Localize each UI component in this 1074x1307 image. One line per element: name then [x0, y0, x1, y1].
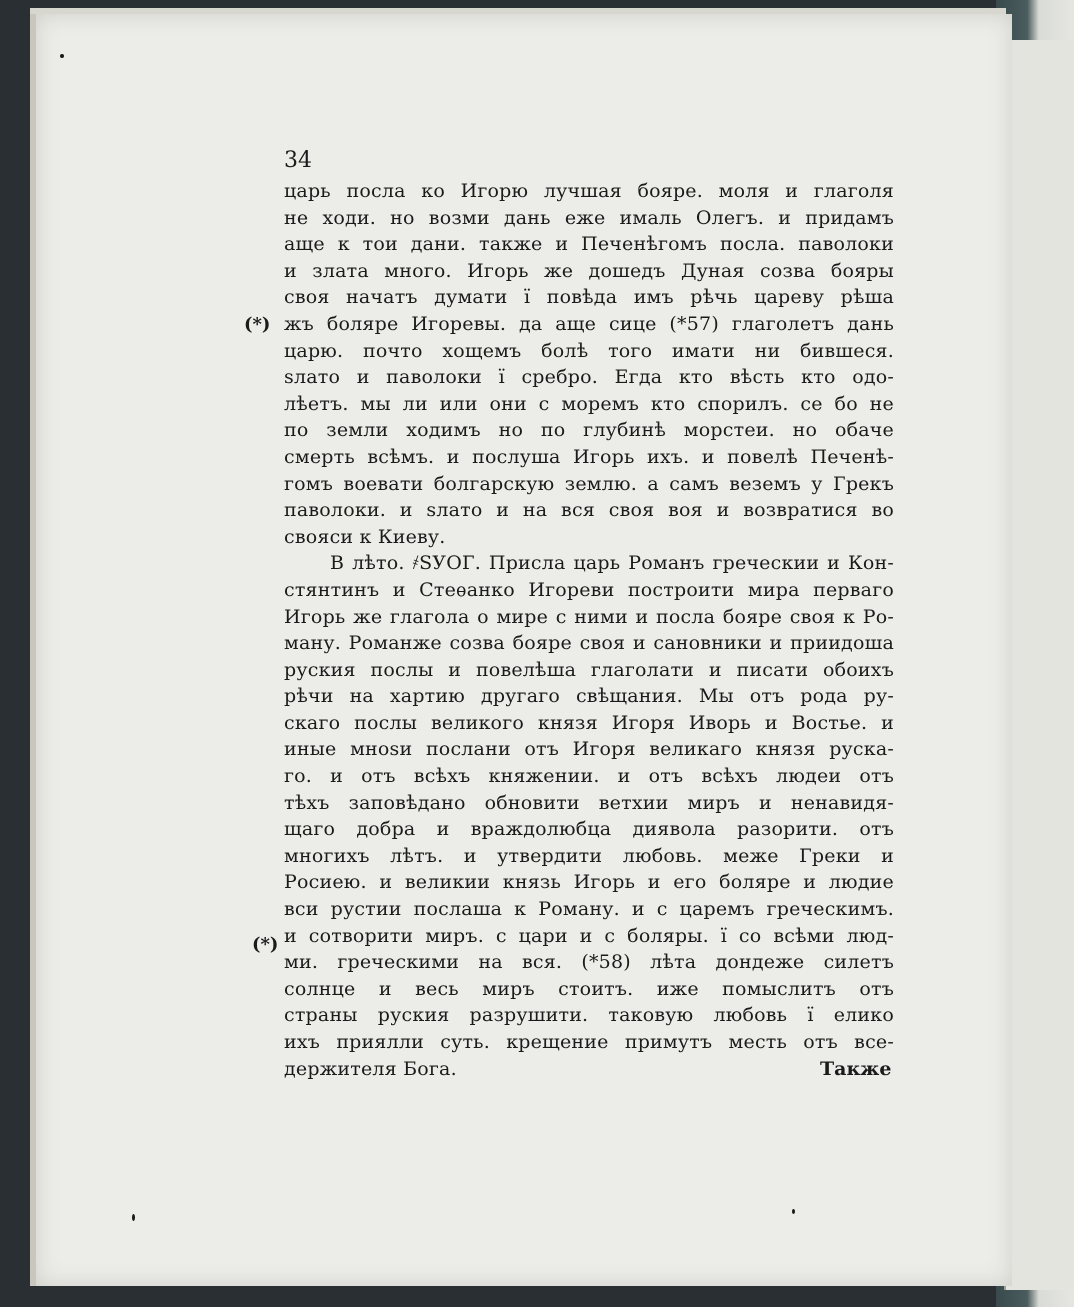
margin-note-mark: (*) — [252, 934, 279, 955]
facing-page-edge — [1004, 40, 1074, 1290]
page-number: 34 — [284, 148, 312, 173]
ink-speck — [60, 54, 64, 58]
text-line: руския послы и повелѣша глаголати и писати обоихъ — [284, 658, 894, 681]
text-line: лѣетъ. мы ли или они с моремъ кто спорилъ. се бо не — [284, 392, 894, 415]
text-line: жъ боляре Игоревы. да аще сице (*57) глаголетъ дань — [284, 312, 894, 335]
text-line: страны руския разрушити. таковую любовь ї елико — [284, 1004, 894, 1027]
text-line: и злата много. Игорь же дошедъ Дуная созва бояры — [284, 259, 894, 282]
text-line: аще к тои дани. также и Печенѣгомъ посла. паволоки — [284, 233, 894, 256]
catchword: Также — [820, 1058, 892, 1080]
text-line: В лѣто. ҂ЅУОГ. Присла царь Романъ греческии и Кон- — [330, 552, 894, 575]
text-line: ми. греческими на вся. (*58) лѣта дондеже силетъ — [284, 951, 894, 974]
text-line: по земли ходимъ но по глубинѣ морстеи. но обаче — [284, 419, 894, 442]
text-line: паволоки. и ѕлато и на вся своя воя и возвратися во — [284, 499, 894, 522]
text-line: многихъ лѣтъ. и утвердити любовь. меже Греки и — [284, 844, 894, 867]
text-line: скаго послы великого князя Игоря Иворь и Востье. и — [284, 711, 894, 734]
text-line: держителя Бога. — [284, 1057, 457, 1080]
text-line: и сотворити миръ. с цари и с боляры. ї со всѣми люд- — [284, 924, 894, 947]
margin-note-mark: (*) — [244, 314, 271, 335]
text-line: гомъ воевати болгарскую землю. а самъ веземъ у Грекъ — [284, 472, 894, 495]
text-line: Игорь же глагола о мире с ними и посла бояре своя к Ро- — [284, 605, 894, 628]
text-line: тѣхъ заповѣдано обновити ветхии миръ и ненавидя- — [284, 791, 894, 814]
text-line: стянтинъ и Стеѳанко Игореви построити мира перваго — [284, 578, 894, 601]
text-line: иные мноѕи послани отъ Игоря великаго князя руска- — [284, 738, 894, 761]
text-line: ѕлато и паволоки ї сребро. Егда кто вѣсть кто одо- — [284, 366, 894, 389]
ink-speck — [132, 1214, 135, 1221]
ink-speck — [792, 1209, 795, 1214]
text-line: го. и отъ всѣхъ княжении. и отъ всѣхъ людеи отъ — [284, 765, 894, 788]
text-line: солнце и весь миръ стоитъ. иже помыслитъ отъ — [284, 977, 894, 1000]
text-line: Росиею. и великии князь Игорь и его боляре и людие — [284, 871, 894, 894]
text-line: рѣчи на хартию другаго свѣщания. Мы отъ рода ру- — [284, 685, 894, 708]
text-line: ихъ приялли суть. крещение примутъ месть отъ все- — [284, 1031, 894, 1053]
text-line: смерть всѣмъ. и послуша Игорь ихъ. и повелѣ Печенѣ- — [284, 445, 894, 468]
text-line: ману. Романже созва бояре своя и сановники и приидоша — [284, 632, 894, 655]
text-line: вси рустии послаша к Роману. и с царемъ греческимъ. — [284, 898, 894, 921]
text-line: царь посла ко Игорю лучшая бояре. моля и глаголя — [284, 180, 894, 202]
text-line: не ходи. но возми дань еже ималь Олегъ. и придамъ — [284, 206, 894, 229]
text-line: щаго добра и враждолюбца диявола разорити. отъ — [284, 818, 894, 841]
text-line: свояси к Киеву. — [284, 525, 446, 548]
text-line: царю. почто хощемъ болѣ того имати ни бившеся. — [284, 339, 894, 362]
text-line: своя начатъ думати ї повѣда имъ рѣчь цареву рѣша — [284, 286, 894, 309]
body-text — [284, 178, 894, 1082]
